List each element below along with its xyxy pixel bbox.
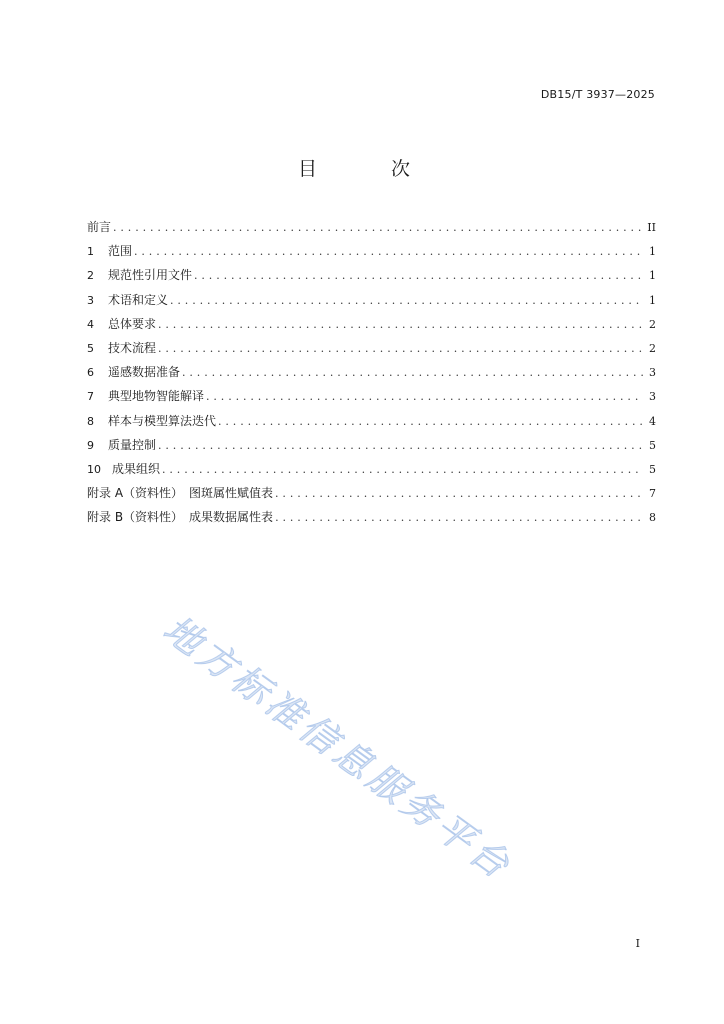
toc-entry-appendix-b[interactable] <box>87 508 656 532</box>
toc-entry-technical-process[interactable] <box>87 339 656 363</box>
toc-entry-number: 10 <box>87 462 101 476</box>
toc-entry-number: 2 <box>87 269 94 283</box>
toc-entry-page: 2 <box>649 317 656 331</box>
toc-entry-page: 4 <box>649 414 656 428</box>
toc-entry-label: 质量控制 <box>108 437 157 452</box>
toc-entry-scope[interactable] <box>87 242 656 266</box>
toc-entry-label: 样本与模型算法迭代 <box>108 413 217 428</box>
toc-entry-quality-control[interactable] <box>87 436 656 460</box>
watermark-text: 地方标准信息服务平台 <box>155 607 521 889</box>
toc-entry-label: 术语和定义 <box>108 292 169 307</box>
toc-entry-label: 技术流程 <box>108 340 157 355</box>
toc-entry-number: 5 <box>87 341 94 355</box>
toc-leader-dots <box>162 463 643 476</box>
toc-leader-dots <box>134 245 643 258</box>
toc-entry-page: 7 <box>649 487 656 501</box>
toc-entry-number: 1 <box>87 245 94 259</box>
document-number: DB15/T 3937—2025 <box>540 88 655 101</box>
toc-entry-number: 7 <box>87 390 94 404</box>
toc-leader-dots <box>182 366 643 379</box>
toc-entry-page: 3 <box>649 366 656 380</box>
toc-entry-interpretation[interactable] <box>87 387 656 411</box>
table-of-contents <box>87 218 656 532</box>
toc-entry-number: 8 <box>87 414 94 428</box>
toc-entry-page: II <box>647 221 656 234</box>
toc-entry-page: 1 <box>649 245 656 259</box>
toc-entry-normative-references[interactable] <box>87 266 656 290</box>
toc-leader-dots <box>113 221 641 234</box>
toc-entry-number: 4 <box>87 317 94 331</box>
toc-entry-label: 规范性引用文件 <box>108 268 193 283</box>
toc-leader-dots <box>275 487 643 500</box>
toc-entry-label: 前言 <box>87 220 112 234</box>
toc-entry-page: 2 <box>649 341 656 355</box>
toc-entry-page: 1 <box>649 293 656 307</box>
toc-leader-dots <box>158 318 643 331</box>
toc-entry-label: 成果组织 <box>112 461 161 476</box>
toc-entry-label: 总体要求 <box>108 316 157 331</box>
toc-leader-dots <box>275 511 643 524</box>
toc-entry-foreword[interactable] <box>87 218 656 242</box>
page-title: 目 次 <box>297 158 445 180</box>
page-number: I <box>635 937 640 950</box>
toc-entry-page: 8 <box>649 511 656 525</box>
toc-leader-dots <box>170 294 643 307</box>
toc-entry-terms[interactable] <box>87 291 656 315</box>
toc-leader-dots <box>206 390 643 403</box>
toc-entry-label: 附录 A（资料性） 图斑属性赋值表 <box>87 486 274 501</box>
toc-entry-label: 遥感数据准备 <box>108 365 181 380</box>
toc-entry-page: 5 <box>649 438 656 452</box>
toc-entry-general-requirements[interactable] <box>87 315 656 339</box>
toc-entry-page: 1 <box>649 269 656 283</box>
toc-leader-dots <box>158 342 643 355</box>
toc-entry-page: 5 <box>649 462 656 476</box>
toc-entry-number: 6 <box>87 366 94 380</box>
toc-entry-appendix-a[interactable] <box>87 484 656 508</box>
toc-entry-data-preparation[interactable] <box>87 363 656 387</box>
toc-entry-page: 3 <box>649 390 656 404</box>
toc-entry-number: 3 <box>87 293 94 307</box>
toc-leader-dots <box>194 269 643 282</box>
toc-entry-label: 典型地物智能解译 <box>108 389 205 404</box>
toc-entry-number: 9 <box>87 438 94 452</box>
toc-entry-label: 范围 <box>108 244 133 259</box>
toc-entry-sample-model[interactable] <box>87 412 656 436</box>
toc-leader-dots <box>218 415 643 428</box>
toc-leader-dots <box>158 439 643 452</box>
toc-entry-results[interactable] <box>87 460 656 484</box>
toc-entry-label: 附录 B（资料性） 成果数据属性表 <box>87 510 274 525</box>
